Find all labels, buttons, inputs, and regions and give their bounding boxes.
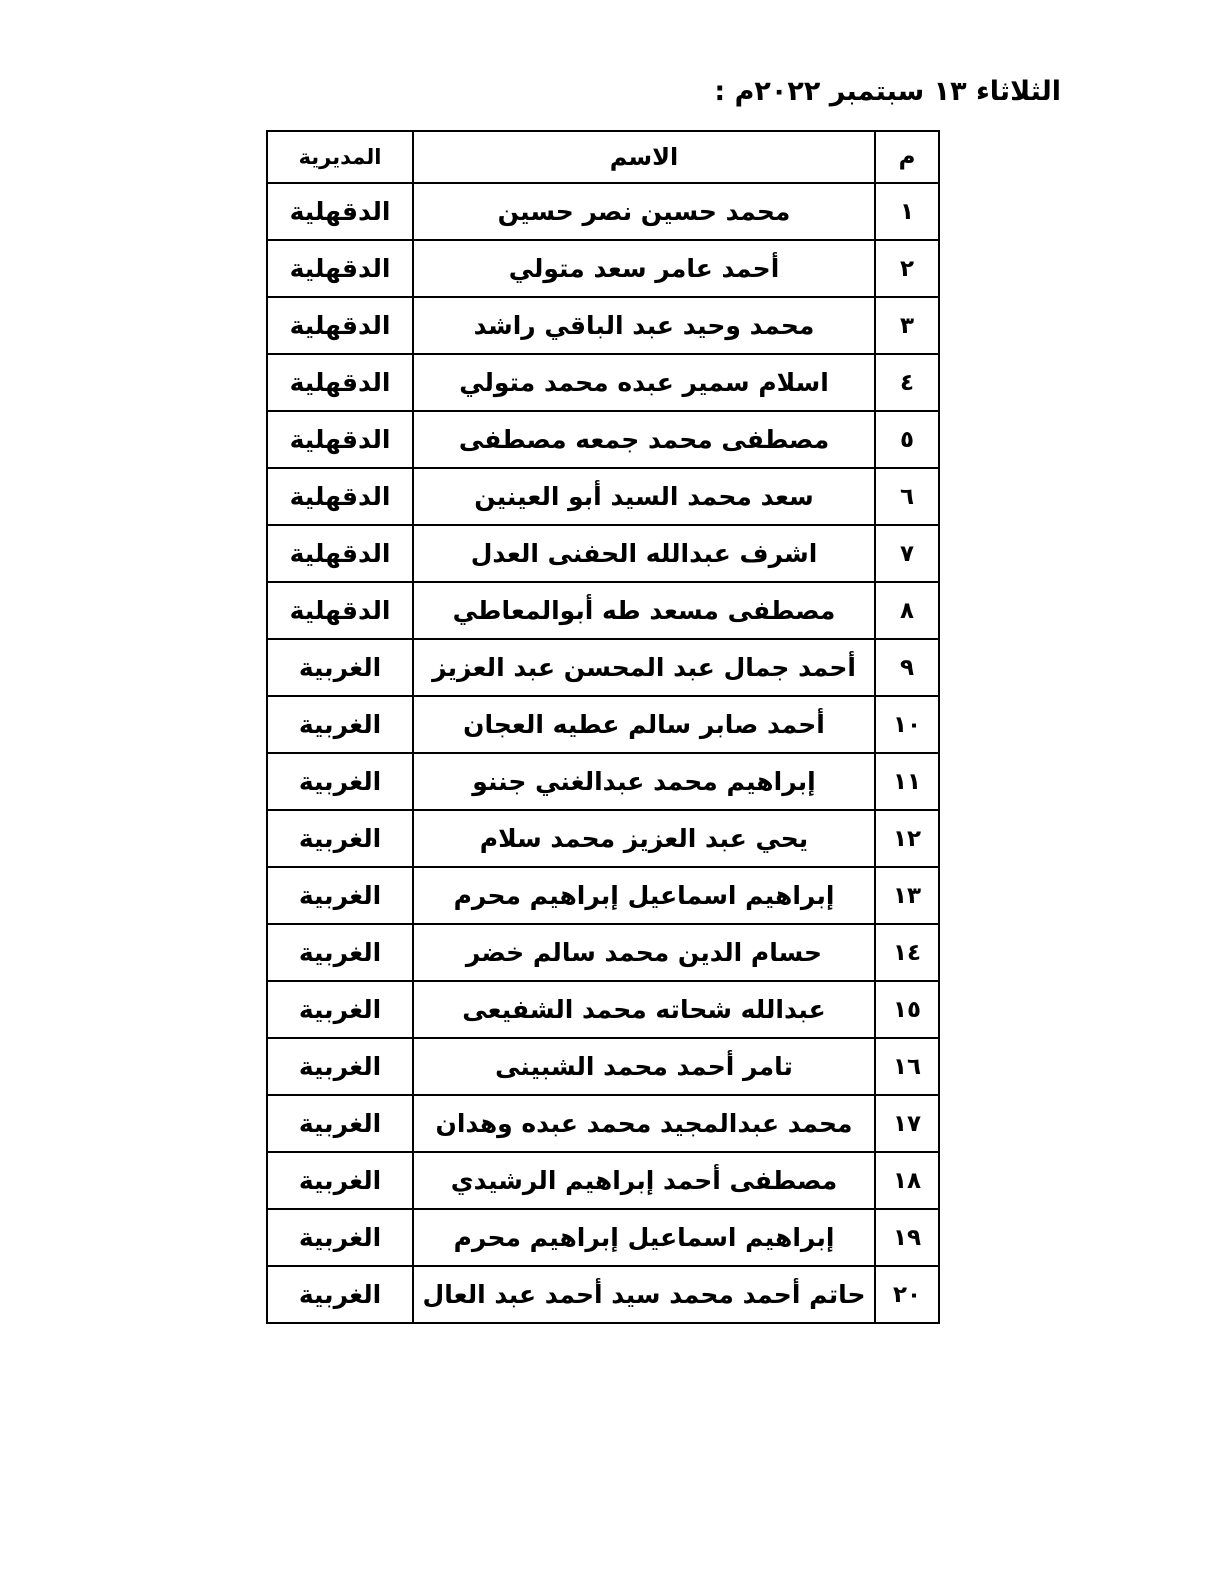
header-cell-directorate: المديرية bbox=[267, 131, 413, 183]
row-number-cell: ٨ bbox=[875, 582, 939, 639]
row-directorate-cell: الدقهلية bbox=[267, 354, 413, 411]
row-number-cell: ١٦ bbox=[875, 1038, 939, 1095]
row-number-cell: ٢ bbox=[875, 240, 939, 297]
row-directorate-cell: الدقهلية bbox=[267, 468, 413, 525]
row-directorate-cell: الدقهلية bbox=[267, 240, 413, 297]
row-directorate-cell: الغربية bbox=[267, 753, 413, 810]
row-directorate-cell: الدقهلية bbox=[267, 297, 413, 354]
table-row bbox=[267, 753, 939, 810]
row-directorate-cell: الدقهلية bbox=[267, 183, 413, 240]
row-number-cell: ٧ bbox=[875, 525, 939, 582]
row-name-cell: محمد حسين نصر حسين bbox=[413, 183, 875, 240]
row-number-cell: ٦ bbox=[875, 468, 939, 525]
row-number-cell: ١٥ bbox=[875, 981, 939, 1038]
row-name-cell: مصطفى محمد جمعه مصطفى bbox=[413, 411, 875, 468]
table-row bbox=[267, 1152, 939, 1209]
row-directorate-cell: الغربية bbox=[267, 1038, 413, 1095]
header-row bbox=[267, 131, 939, 183]
row-directorate-cell: الغربية bbox=[267, 981, 413, 1038]
row-name-cell: أحمد جمال عبد المحسن عبد العزيز bbox=[413, 639, 875, 696]
row-name-cell: حاتم أحمد محمد سيد أحمد عبد العال bbox=[413, 1266, 875, 1323]
row-directorate-cell: الغربية bbox=[267, 696, 413, 753]
row-number-cell: ٢٠ bbox=[875, 1266, 939, 1323]
row-number-cell: ١٢ bbox=[875, 810, 939, 867]
row-name-cell: اسلام سمير عبده محمد متولي bbox=[413, 354, 875, 411]
table-row bbox=[267, 240, 939, 297]
row-number-cell: ١٠ bbox=[875, 696, 939, 753]
row-name-cell: اشرف عبدالله الحفنى العدل bbox=[413, 525, 875, 582]
row-name-cell: مصطفى أحمد إبراهيم الرشيدي bbox=[413, 1152, 875, 1209]
row-number-cell: ١ bbox=[875, 183, 939, 240]
row-name-cell: محمد وحيد عبد الباقي راشد bbox=[413, 297, 875, 354]
table-row bbox=[267, 639, 939, 696]
row-directorate-cell: الدقهلية bbox=[267, 411, 413, 468]
row-number-cell: ٤ bbox=[875, 354, 939, 411]
table-row bbox=[267, 183, 939, 240]
row-name-cell: مصطفى مسعد طه أبوالمعاطي bbox=[413, 582, 875, 639]
row-name-cell: محمد عبدالمجيد محمد عبده وهدان bbox=[413, 1095, 875, 1152]
header-cell-number: م bbox=[875, 131, 939, 183]
row-directorate-cell: الدقهلية bbox=[267, 582, 413, 639]
row-number-cell: ١٩ bbox=[875, 1209, 939, 1266]
row-name-cell: عبدالله شحاته محمد الشفيعى bbox=[413, 981, 875, 1038]
row-name-cell: تامر أحمد محمد الشبينى bbox=[413, 1038, 875, 1095]
table-row bbox=[267, 696, 939, 753]
table-row bbox=[267, 867, 939, 924]
table-row bbox=[267, 981, 939, 1038]
table-row bbox=[267, 354, 939, 411]
row-directorate-cell: الغربية bbox=[267, 639, 413, 696]
row-number-cell: ٥ bbox=[875, 411, 939, 468]
table-row bbox=[267, 924, 939, 981]
row-directorate-cell: الغربية bbox=[267, 867, 413, 924]
row-name-cell: إبراهيم اسماعيل إبراهيم محرم bbox=[413, 867, 875, 924]
row-number-cell: ١١ bbox=[875, 753, 939, 810]
row-number-cell: ١٧ bbox=[875, 1095, 939, 1152]
row-name-cell: أحمد صابر سالم عطيه العجان bbox=[413, 696, 875, 753]
table-row bbox=[267, 297, 939, 354]
row-directorate-cell: الغربية bbox=[267, 924, 413, 981]
table-row bbox=[267, 1095, 939, 1152]
table-row bbox=[267, 411, 939, 468]
table-row bbox=[267, 810, 939, 867]
table-row bbox=[267, 1209, 939, 1266]
row-number-cell: ٩ bbox=[875, 639, 939, 696]
table-row bbox=[267, 1266, 939, 1323]
table-header bbox=[267, 131, 939, 183]
row-directorate-cell: الغربية bbox=[267, 1209, 413, 1266]
date-heading: الثلاثاء ١٣ سبتمبر ٢٠٢٢م : bbox=[714, 76, 1061, 107]
row-number-cell: ١٨ bbox=[875, 1152, 939, 1209]
row-name-cell: سعد محمد السيد أبو العينين bbox=[413, 468, 875, 525]
row-directorate-cell: الغربية bbox=[267, 1095, 413, 1152]
table-row bbox=[267, 582, 939, 639]
row-name-cell: إبراهيم اسماعيل إبراهيم محرم bbox=[413, 1209, 875, 1266]
row-number-cell: ١٤ bbox=[875, 924, 939, 981]
row-name-cell: إبراهيم محمد عبدالغني جننو bbox=[413, 753, 875, 810]
row-directorate-cell: الغربية bbox=[267, 1152, 413, 1209]
row-directorate-cell: الغربية bbox=[267, 1266, 413, 1323]
row-directorate-cell: الدقهلية bbox=[267, 525, 413, 582]
row-name-cell: يحي عبد العزيز محمد سلام bbox=[413, 810, 875, 867]
table-row bbox=[267, 468, 939, 525]
header-cell-name: الاسم bbox=[413, 131, 875, 183]
row-number-cell: ٣ bbox=[875, 297, 939, 354]
table-row bbox=[267, 1038, 939, 1095]
row-name-cell: حسام الدين محمد سالم خضر bbox=[413, 924, 875, 981]
row-directorate-cell: الغربية bbox=[267, 810, 413, 867]
names-table bbox=[266, 130, 940, 1324]
table-body bbox=[267, 183, 939, 1323]
row-name-cell: أحمد عامر سعد متولي bbox=[413, 240, 875, 297]
table-row bbox=[267, 525, 939, 582]
row-number-cell: ١٣ bbox=[875, 867, 939, 924]
